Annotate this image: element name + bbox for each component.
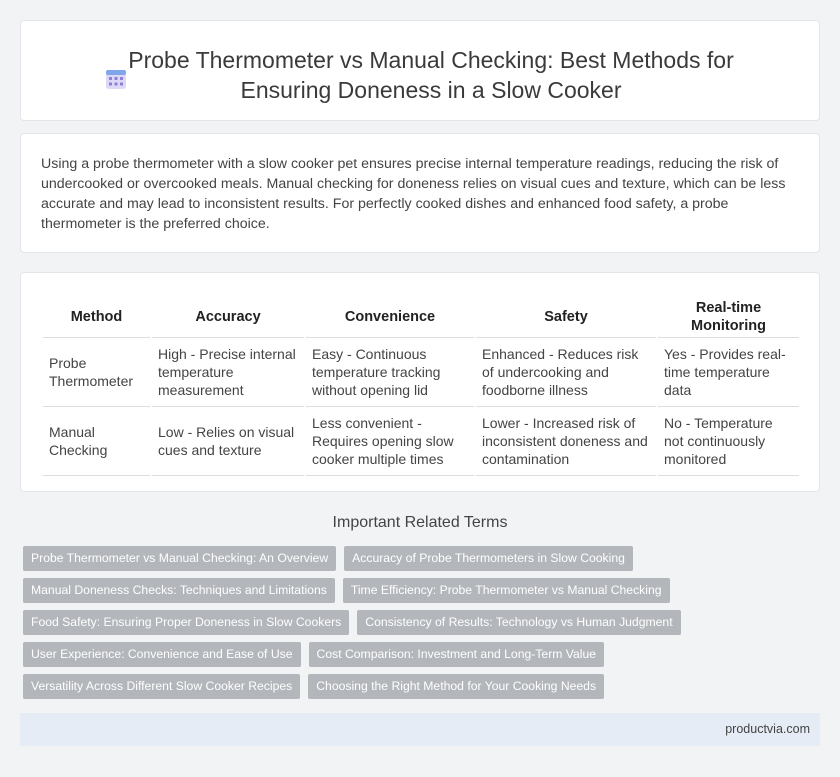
column-header-convenience: Convenience (305, 297, 475, 337)
table-cell: Probe Thermometer (43, 337, 151, 406)
intro-paragraph: Using a probe thermometer with a slow cooker pet ensures precise internal temperature readings, reducing the risk of undercooked or overcooked meals. Manual checking for doneness relies on visual cues and texture, which can be less accurate and may lead to inconsistent results. For perfectly cooked dishes and enhanced food safety, a probe thermometer is the preferred choice. (41, 156, 786, 232)
related-term-tag[interactable]: Cost Comparison: Investment and Long-Term Value (309, 642, 605, 667)
tag-row (23, 642, 823, 667)
tag-row (23, 610, 823, 635)
table-cell: Yes - Provides real-time temperature data (657, 337, 799, 406)
table-row (43, 406, 799, 475)
footer-site-link[interactable]: productvia.com (725, 722, 810, 736)
related-term-tag[interactable]: Accuracy of Probe Thermometers in Slow Cooking (344, 546, 633, 571)
footer (20, 713, 820, 746)
table-cell: Lower - Increased risk of inconsistent doneness and contamination (475, 406, 657, 475)
table-cell: Less convenient - Requires opening slow cooker multiple times (305, 406, 475, 475)
column-header-realtime: Real-time Monitoring (657, 297, 799, 337)
related-term-tag[interactable]: Choosing the Right Method for Your Cooking Needs (308, 674, 604, 699)
table-cell: Easy - Continuous temperature tracking without opening lid (305, 337, 475, 406)
page-title: Probe Thermometer vs Manual Checking: Best Methods for Ensuring Doneness in a Slow Cooker (128, 47, 734, 103)
related-term-tag[interactable]: Consistency of Results: Technology vs Human Judgment (357, 610, 680, 635)
table-cell: Manual Checking (43, 406, 151, 475)
table-cell: High - Precise internal temperature measurement (151, 337, 305, 406)
table-cell: Low - Relies on visual cues and texture (151, 406, 305, 475)
related-term-tag[interactable]: Versatility Across Different Slow Cooker Recipes (23, 674, 300, 699)
table-row (43, 337, 799, 406)
column-header-method: Method (43, 297, 151, 337)
tag-row (23, 578, 823, 603)
comparison-table (43, 297, 799, 476)
column-header-accuracy: Accuracy (151, 297, 305, 337)
title-card (20, 20, 820, 121)
intro-card (20, 133, 820, 253)
tag-row (23, 674, 823, 699)
related-term-tag[interactable]: User Experience: Convenience and Ease of Use (23, 642, 301, 667)
comparison-table-card (20, 272, 820, 492)
related-terms-list (23, 546, 823, 706)
table-header-row (43, 297, 799, 337)
table-cell: No - Temperature not continuously monitored (657, 406, 799, 475)
related-term-tag[interactable]: Time Efficiency: Probe Thermometer vs Manual Checking (343, 578, 670, 603)
related-term-tag[interactable]: Food Safety: Ensuring Proper Doneness in Slow Cookers (23, 610, 349, 635)
related-term-tag[interactable]: Probe Thermometer vs Manual Checking: An Overview (23, 546, 336, 571)
related-terms-heading: Important Related Terms (332, 514, 508, 531)
related-term-tag[interactable]: Manual Doneness Checks: Techniques and Limitations (23, 578, 335, 603)
tag-row (23, 546, 823, 571)
column-header-safety: Safety (475, 297, 657, 337)
table-cell: Enhanced - Reduces risk of undercooking and foodborne illness (475, 337, 657, 406)
